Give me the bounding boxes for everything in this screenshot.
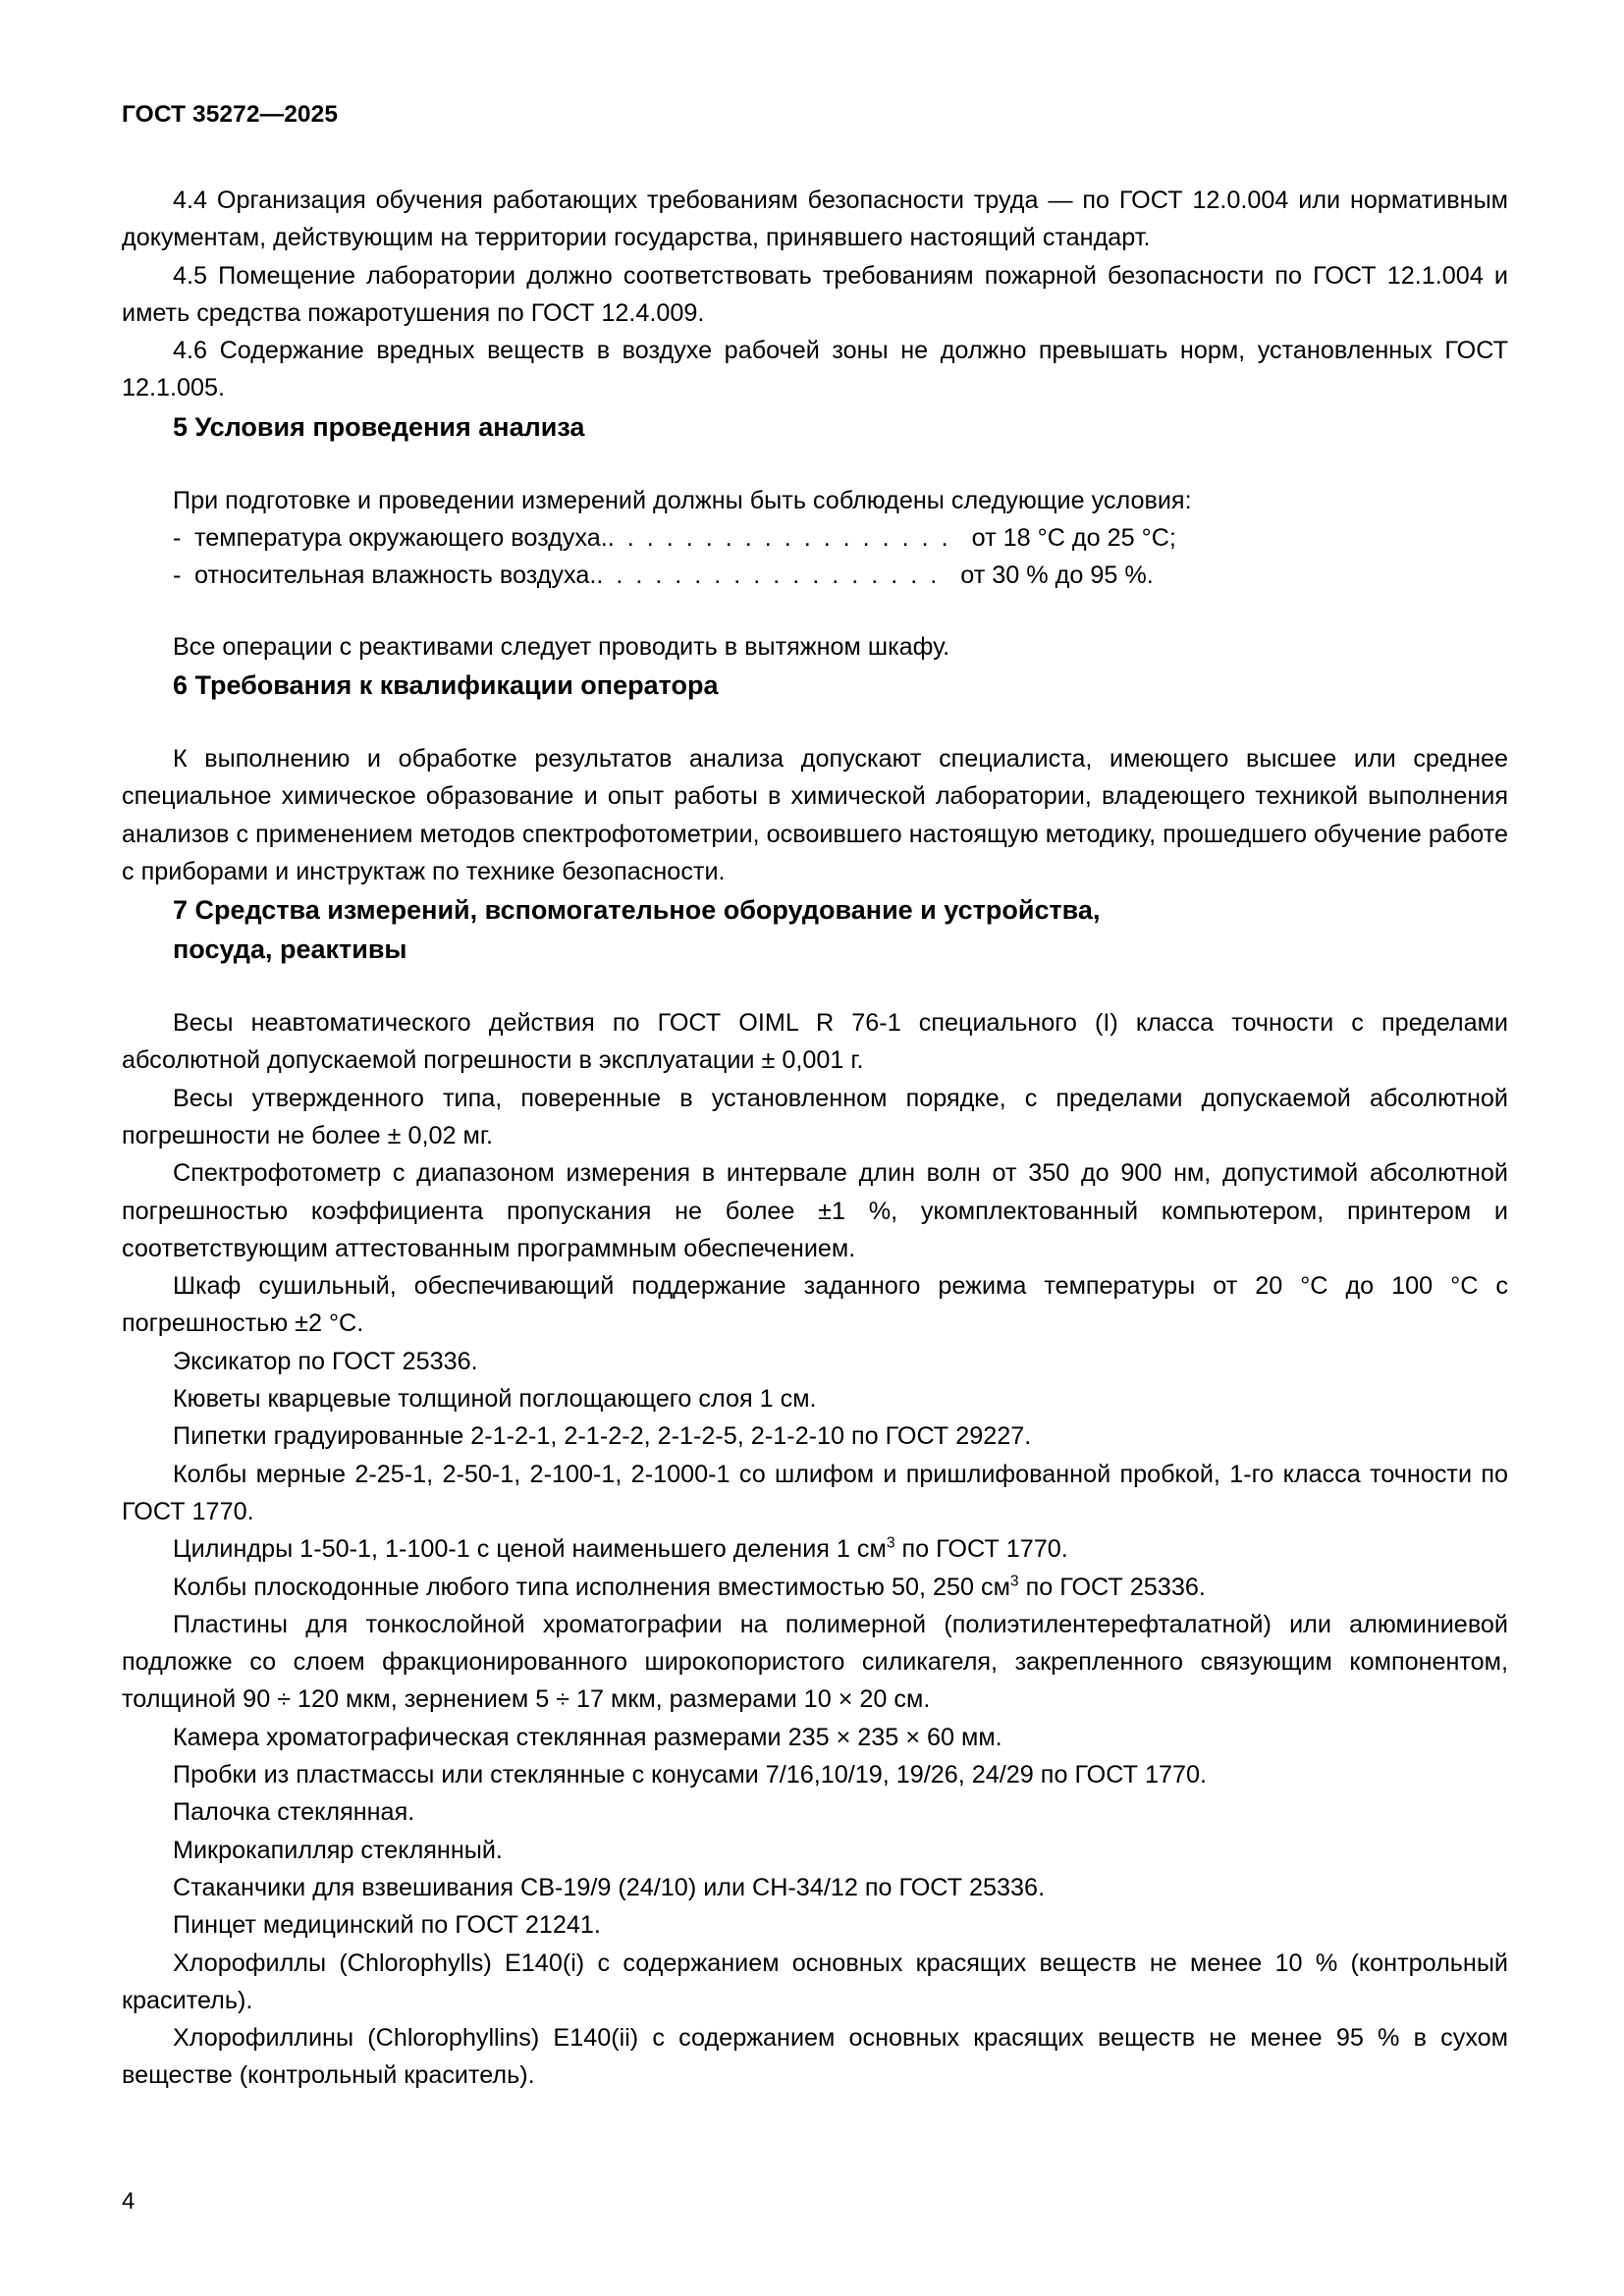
equipment-item-cylinders xyxy=(122,1530,1508,1568)
equipment-item-tlc-plates: Пластины для тонкослойной хроматографии на полимерной (полиэтилентерефталатной) или алюминиевой подложке со слоем фракционированного широкопористого силикагеля, закрепленного связующим компонентом, толщиной 90 ÷ 120 мкм, зернением 5 ÷ 17 мкм, размерами 10 × 20 см. xyxy=(122,1610,1508,1714)
equipment-item-weighing-bottles: Стаканчики для взвешивания СВ-19/9 (24/10) или СН-34/12 по ГОСТ 25336. xyxy=(173,1873,1046,1901)
equipment-item-pipettes: Пипетки градуированные 2-1-2-1, 2-1-2-2, 2-1-2-5, 2-1-2-10 по ГОСТ 29227. xyxy=(173,1422,1032,1451)
equipment-item-drying-cabinet: Шкаф сушильный, обеспечивающий поддержание заданного режима температуры от 20 °С до 100 °С с погрешностью ±2 °С. xyxy=(122,1272,1508,1338)
dot-leader: . . . . . . . . . . . . . . . . . . xyxy=(607,524,951,553)
cylinders-text-after: по ГОСТ 1770. xyxy=(894,1535,1068,1564)
section-6-heading: 6 Требования к квалификации оператора xyxy=(173,669,719,700)
equipment-item-spectrophotometer: Спектрофотометр с диапазоном измерения в интервале длин волн от 350 до 900 нм, допустимой абсолютной погрешностью коэффициента пропускания не более ±1 %, укомплектованный компьютером, принтером и соответствующим аттестованным программным обеспечением. xyxy=(122,1159,1508,1262)
section-7-heading-line-2: посуда, реактивы xyxy=(173,934,407,965)
clause-4-4-paragraph: 4.4 Организация обучения работающих требованиям безопасности труда — по ГОСТ 12.0.004 или нормативным документам, действующим на территории государства, принявшего настоящий стандарт. xyxy=(122,186,1508,252)
cylinders-superscript: 3 xyxy=(886,1534,895,1552)
equipment-item-glass-rod: Палочка стеклянная. xyxy=(173,1798,415,1827)
equipment-item-volumetric-flasks: Колбы мерные 2-25-1, 2-50-1, 2-100-1, 2-1000-1 со шлифом и пришлифованной пробкой, 1-го класса точности по ГОСТ 1770. xyxy=(122,1460,1508,1525)
list-dash: - xyxy=(173,561,182,590)
condition-value: от 18 °С до 25 °С; xyxy=(971,524,1176,553)
reagent-item-chlorophylls: Хлорофиллы (Chlorophylls) Е140(i) с содержанием основных красящих веществ не менее 10 % (контрольный краситель). xyxy=(122,1949,1508,2014)
equipment-item-stoppers: Пробки из пластмассы или стеклянные с конусами 7/16,10/19, 19/26, 24/29 по ГОСТ 1770. xyxy=(173,1761,1208,1789)
flat-flasks-superscript: 3 xyxy=(1009,1573,1019,1590)
equipment-item-chromatographic-chamber: Камера хроматографическая стеклянная размерами 235 × 235 × 60 мм. xyxy=(173,1723,1002,1751)
clause-4-6-paragraph: 4.6 Содержание вредных веществ в воздухе рабочей зоны не должно превышать норм, установленных ГОСТ 12.1.005. xyxy=(122,337,1508,402)
cylinders-text-before: Цилиндры 1-50-1, 1-100-1 с ценой наименьшего деления 1 см xyxy=(173,1535,887,1564)
condition-item-humidity xyxy=(122,557,1508,594)
dot-leader: . . . . . . . . . . . . . . . . . . xyxy=(596,561,941,590)
condition-value: от 30 % до 95 %. xyxy=(960,561,1154,590)
equipment-item-desiccator: Эксикатор по ГОСТ 25336. xyxy=(173,1347,478,1375)
section-5-closing: Все операции с реактивами следует проводить в вытяжном шкафу. xyxy=(173,632,950,661)
section-7-heading-line-1: 7 Средства измерений, вспомогательное оборудование и устройства, xyxy=(173,895,1101,926)
running-head: ГОСТ 35272—2025 xyxy=(122,101,339,128)
equipment-item-flat-bottom-flasks xyxy=(122,1569,1508,1606)
page-number: 4 xyxy=(122,2188,135,2215)
equipment-item-balance-approved: Весы утвержденного типа, поверенные в установленном порядке, с пределами допускаемой абсолютной погрешности не более ± 0,02 мг. xyxy=(122,1084,1508,1149)
clause-4-5-paragraph: 4.5 Помещение лаборатории должно соответствовать требованиям пожарной безопасности по ГОСТ 12.1.004 и иметь средства пожаротушения по ГОСТ 12.4.009. xyxy=(122,261,1508,327)
page-content xyxy=(122,102,1508,2095)
section-5-heading: 5 Условия проведения анализа xyxy=(173,411,585,442)
flat-flasks-text-before: Колбы плоскодонные любого типа исполнения вместимостью 50, 250 см xyxy=(173,1573,1010,1601)
reagent-item-chlorophyllins: Хлорофиллины (Chlorophyllins) Е140(ii) с содержанием основных красящих веществ не менее 95 % в сухом веществе (контрольный краситель). xyxy=(122,2024,1508,2090)
equipment-item-balance-oiml: Весы неавтоматического действия по ГОСТ OIML R 76-1 специального (I) класса точности с пределами абсолютной допускаемой погрешности в эксплуатации ± 0,001 г. xyxy=(122,1009,1508,1075)
condition-item-temperature xyxy=(122,519,1508,557)
section-6-body: К выполнению и обработке результатов анализа допускают специалиста, имеющего высшее или среднее специальное химическое образование и опыт работы в химической лаборатории, владеющего техникой выполнения анализов с применением методов спектрофотометрии, освоившего настоящую методику, прошедшего обучение работе с приборами и инструктаж по технике безопасности. xyxy=(122,744,1508,885)
equipment-item-quartz-cuvettes: Кюветы кварцевые толщиной поглощающего слоя 1 см. xyxy=(173,1385,817,1414)
flat-flasks-text-after: по ГОСТ 25336. xyxy=(1018,1573,1206,1601)
list-dash: - xyxy=(173,524,182,553)
equipment-item-tweezers: Пинцет медицинский по ГОСТ 21241. xyxy=(173,1911,601,1940)
section-5-intro: При подготовке и проведении измерений должны быть соблюдены следующие условия: xyxy=(173,486,1192,514)
condition-label: относительная влажность воздуха. xyxy=(194,561,597,590)
equipment-item-microcapillary: Микрокапилляр стеклянный. xyxy=(173,1836,503,1864)
condition-label: температура окружающего воздуха. xyxy=(194,524,608,553)
